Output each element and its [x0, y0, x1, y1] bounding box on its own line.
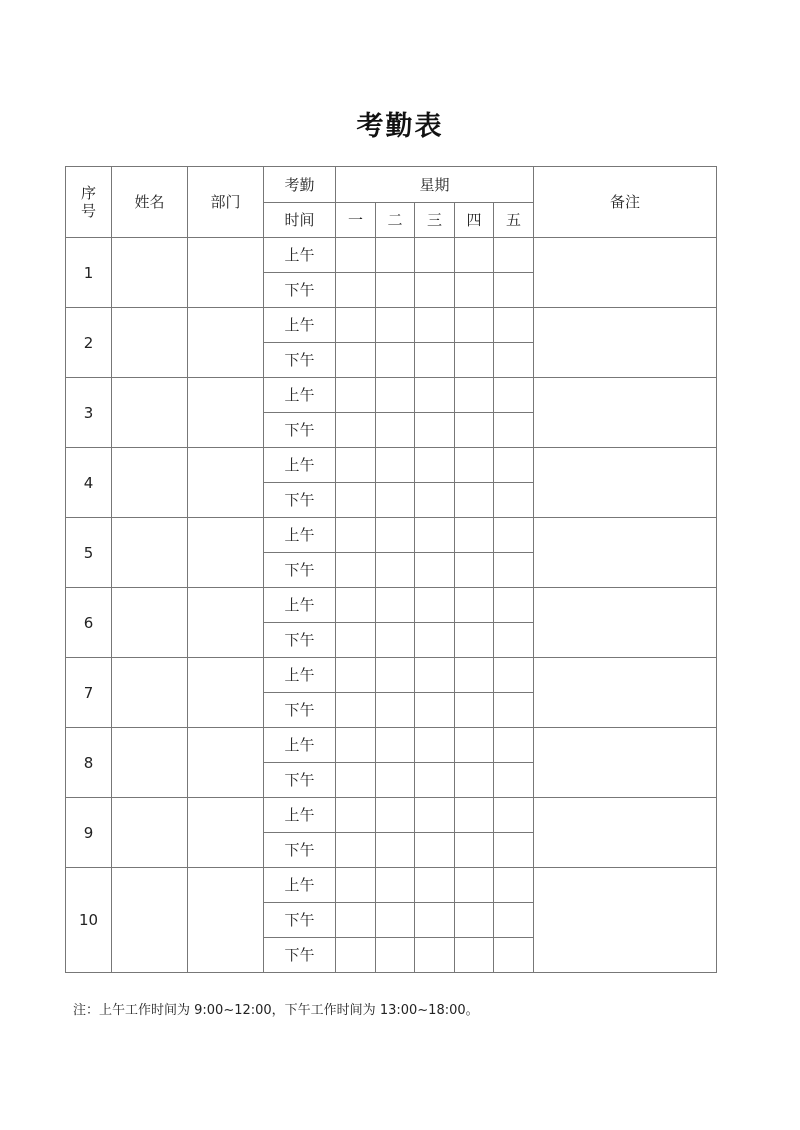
period-cell: 上午 [264, 518, 336, 553]
period-cell: 下午 [264, 343, 336, 378]
attendance-cell [376, 518, 415, 553]
attendance-cell [336, 903, 376, 938]
name-cell [112, 728, 188, 798]
attendance-cell [415, 308, 455, 343]
attendance-cell [455, 553, 494, 588]
header-seq-bottom: 号 [80, 202, 96, 220]
row-number: 4 [66, 448, 112, 518]
header-time-bottom: 时间 [264, 203, 336, 238]
attendance-cell [455, 868, 494, 903]
row-number: 3 [66, 378, 112, 448]
attendance-cell [336, 483, 376, 518]
attendance-cell [376, 483, 415, 518]
attendance-cell [376, 588, 415, 623]
period-cell: 下午 [264, 903, 336, 938]
table-row [66, 588, 717, 623]
remark-cell [534, 658, 717, 728]
remark-cell [534, 868, 717, 973]
attendance-cell [415, 238, 455, 273]
remark-cell [534, 448, 717, 518]
header-day-thu: 四 [455, 203, 494, 238]
row-number: 2 [66, 308, 112, 378]
attendance-cell [494, 588, 534, 623]
remark-cell [534, 238, 717, 308]
attendance-cell [376, 553, 415, 588]
attendance-cell [415, 833, 455, 868]
header-day-tue: 二 [376, 203, 415, 238]
attendance-cell [455, 623, 494, 658]
attendance-cell [376, 623, 415, 658]
attendance-cell [415, 413, 455, 448]
attendance-cell [336, 273, 376, 308]
remark-cell [534, 588, 717, 658]
remark-cell [534, 798, 717, 868]
attendance-cell [415, 378, 455, 413]
attendance-cell [336, 378, 376, 413]
attendance-cell [455, 938, 494, 973]
period-cell: 下午 [264, 833, 336, 868]
attendance-cell [376, 763, 415, 798]
header-time-top: 考勤 [264, 167, 336, 203]
remark-cell [534, 308, 717, 378]
attendance-cell [455, 378, 494, 413]
attendance-cell [376, 448, 415, 483]
attendance-cell [494, 728, 534, 763]
name-cell [112, 518, 188, 588]
table-row [66, 518, 717, 553]
name-cell [112, 588, 188, 658]
attendance-cell [415, 273, 455, 308]
attendance-cell [455, 763, 494, 798]
header-row-1 [66, 167, 717, 203]
attendance-cell [336, 798, 376, 833]
attendance-cell [415, 938, 455, 973]
attendance-cell [336, 868, 376, 903]
attendance-cell [455, 728, 494, 763]
attendance-cell [336, 588, 376, 623]
dept-cell [188, 798, 264, 868]
period-cell: 上午 [264, 728, 336, 763]
period-cell: 下午 [264, 413, 336, 448]
name-cell [112, 798, 188, 868]
period-cell: 上午 [264, 238, 336, 273]
header-day-wed: 三 [415, 203, 455, 238]
attendance-cell [455, 518, 494, 553]
attendance-cell [494, 623, 534, 658]
period-cell: 上午 [264, 588, 336, 623]
row-number: 9 [66, 798, 112, 868]
attendance-cell [494, 833, 534, 868]
attendance-cell [336, 658, 376, 693]
footnote: 注：上午工作时间为 9:00~12:00，下午工作时间为 13:00~18:00。 [73, 1003, 479, 1018]
dept-cell [188, 378, 264, 448]
table-row [66, 868, 717, 903]
attendance-cell [336, 448, 376, 483]
period-cell: 下午 [264, 763, 336, 798]
row-number: 8 [66, 728, 112, 798]
dept-cell [188, 868, 264, 973]
row-number: 7 [66, 658, 112, 728]
dept-cell [188, 238, 264, 308]
attendance-cell [455, 833, 494, 868]
period-cell: 上午 [264, 378, 336, 413]
attendance-cell [455, 413, 494, 448]
attendance-cell [376, 938, 415, 973]
period-cell: 上午 [264, 798, 336, 833]
table-row [66, 728, 717, 763]
attendance-cell [494, 448, 534, 483]
name-cell [112, 448, 188, 518]
table-row [66, 798, 717, 833]
header-seq-top: 序 [80, 184, 96, 202]
attendance-cell [415, 343, 455, 378]
attendance-cell [494, 553, 534, 588]
attendance-cell [376, 413, 415, 448]
attendance-cell [376, 833, 415, 868]
attendance-cell [415, 518, 455, 553]
attendance-cell [415, 868, 455, 903]
attendance-cell [415, 728, 455, 763]
table-row [66, 658, 717, 693]
period-cell: 上午 [264, 308, 336, 343]
attendance-cell [336, 693, 376, 728]
dept-cell [188, 658, 264, 728]
attendance-cell [455, 483, 494, 518]
dept-cell [188, 518, 264, 588]
row-number: 6 [66, 588, 112, 658]
attendance-cell [376, 658, 415, 693]
attendance-cell [376, 868, 415, 903]
attendance-cell [376, 343, 415, 378]
dept-cell [188, 448, 264, 518]
dept-cell [188, 588, 264, 658]
attendance-table [65, 166, 717, 973]
attendance-cell [494, 518, 534, 553]
attendance-cell [455, 658, 494, 693]
attendance-cell [415, 693, 455, 728]
header-week: 星期 [336, 167, 534, 203]
attendance-cell [494, 378, 534, 413]
header-day-mon: 一 [336, 203, 376, 238]
attendance-cell [336, 343, 376, 378]
period-cell: 下午 [264, 273, 336, 308]
period-cell: 上午 [264, 658, 336, 693]
period-cell: 下午 [264, 938, 336, 973]
attendance-cell [376, 238, 415, 273]
attendance-cell [455, 308, 494, 343]
attendance-cell [494, 238, 534, 273]
dept-cell [188, 308, 264, 378]
name-cell [112, 238, 188, 308]
header-name: 姓名 [112, 167, 188, 238]
name-cell [112, 378, 188, 448]
attendance-cell [494, 798, 534, 833]
period-cell: 上午 [264, 868, 336, 903]
attendance-cell [415, 798, 455, 833]
attendance-cell [336, 763, 376, 798]
period-cell: 下午 [264, 693, 336, 728]
attendance-cell [415, 483, 455, 518]
page-title: 考勤表 [356, 111, 444, 142]
attendance-cell [336, 938, 376, 973]
attendance-cell [415, 623, 455, 658]
row-number: 5 [66, 518, 112, 588]
table-row [66, 308, 717, 343]
attendance-cell [494, 273, 534, 308]
attendance-cell [415, 588, 455, 623]
header-dept: 部门 [188, 167, 264, 238]
period-cell: 下午 [264, 483, 336, 518]
attendance-cell [415, 763, 455, 798]
period-cell: 下午 [264, 623, 336, 658]
attendance-cell [455, 273, 494, 308]
attendance-cell [376, 308, 415, 343]
row-number: 10 [66, 868, 112, 973]
attendance-cell [455, 903, 494, 938]
attendance-cell [415, 553, 455, 588]
attendance-cell [455, 343, 494, 378]
table-row [66, 238, 717, 273]
dept-cell [188, 728, 264, 798]
attendance-cell [376, 903, 415, 938]
attendance-cell [376, 693, 415, 728]
attendance-cell [455, 588, 494, 623]
header-day-fri: 五 [494, 203, 534, 238]
attendance-cell [455, 693, 494, 728]
attendance-cell [494, 343, 534, 378]
attendance-cell [336, 413, 376, 448]
attendance-cell [336, 623, 376, 658]
attendance-cell [455, 238, 494, 273]
name-cell [112, 658, 188, 728]
table-row [66, 448, 717, 483]
attendance-cell [415, 658, 455, 693]
row-number: 1 [66, 238, 112, 308]
period-cell: 下午 [264, 553, 336, 588]
attendance-cell [336, 833, 376, 868]
period-cell: 上午 [264, 448, 336, 483]
attendance-cell [376, 728, 415, 763]
attendance-cell [336, 308, 376, 343]
attendance-cell [494, 413, 534, 448]
table-row [66, 378, 717, 413]
remark-cell [534, 518, 717, 588]
attendance-cell [494, 763, 534, 798]
attendance-cell [494, 693, 534, 728]
attendance-cell [336, 728, 376, 763]
attendance-cell [336, 553, 376, 588]
attendance-cell [376, 378, 415, 413]
name-cell [112, 308, 188, 378]
header-seq [66, 167, 112, 238]
attendance-cell [455, 448, 494, 483]
attendance-cell [494, 938, 534, 973]
attendance-cell [494, 658, 534, 693]
attendance-cell [336, 518, 376, 553]
attendance-cell [415, 448, 455, 483]
attendance-cell [376, 798, 415, 833]
attendance-cell [494, 903, 534, 938]
header-remark: 备注 [534, 167, 717, 238]
remark-cell [534, 728, 717, 798]
attendance-cell [494, 483, 534, 518]
attendance-cell [455, 798, 494, 833]
name-cell [112, 868, 188, 973]
attendance-cell [336, 238, 376, 273]
attendance-cell [494, 308, 534, 343]
attendance-cell [494, 868, 534, 903]
attendance-cell [415, 903, 455, 938]
remark-cell [534, 378, 717, 448]
attendance-cell [376, 273, 415, 308]
